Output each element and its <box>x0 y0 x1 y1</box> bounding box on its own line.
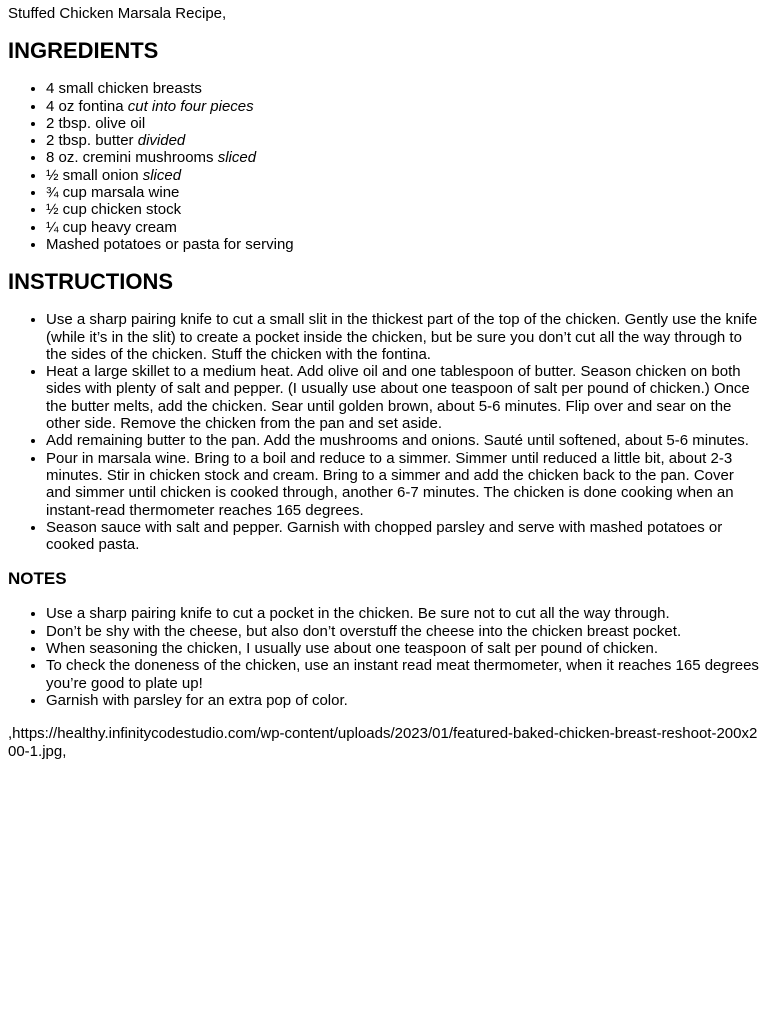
instruction-step: • Pour in marsala wine. Bring to a boil and reduce to a simmer. Simmer until reduced a little bit, about 2-3 minutes. Stir in chicken stock and cream. Bring to a simmer and add the chicken back to the pan. Cover and simmer until chicken is cooked through, another 6-7 minutes. The chicken is done cooking when an instant-read thermometer reaches 165 degrees. <box>46 450 760 519</box>
ingredient-item: • 4 oz fontina cut into four pieces <box>46 98 760 115</box>
note-item: • Use a sharp pairing knife to cut a pocket in the chicken. Be sure not to cut all the way through. <box>46 605 760 622</box>
recipe-intro: Stuffed Chicken Marsala Recipe, <box>8 5 227 22</box>
ingredient-item: • 4 small chicken breasts <box>46 80 760 97</box>
ingredient-item: • ½ small onion sliced <box>46 167 760 184</box>
image-url-text: ,https://healthy.infinitycodestudio.com/wp-content/uploads/2023/01/featured-baked-chicken-breast-reshoot-200x200-1.jpg, <box>8 725 758 760</box>
note-item: • When seasoning the chicken, I usually use about one teaspoon of salt per pound of chicken. <box>46 640 760 657</box>
instruction-step: • Heat a large skillet to a medium heat. Add olive oil and one tablespoon of butter. Season chicken on both sides with plenty of salt and pepper. (I usually use about one teaspoon of salt per pound of chicken.) Once the butter melts, add the chicken. Sear until golden brown, about 5-6 minutes. Flip over and sear on the other side. Remove the chicken from the pan and set aside. <box>46 363 760 432</box>
notes-heading: NOTES <box>8 569 67 589</box>
ingredient-item: • ½ cup chicken stock <box>46 201 760 218</box>
instruction-step: • Season sauce with salt and pepper. Garnish with chopped parsley and serve with mashed potatoes or cooked pasta. <box>46 519 760 554</box>
ingredient-item: • 2 tbsp. olive oil <box>46 115 760 132</box>
note-item: • Don’t be shy with the cheese, but also don’t overstuff the cheese into the chicken breast pocket. <box>46 623 760 640</box>
ingredient-item: • Mashed potatoes or pasta for serving <box>46 236 760 253</box>
ingredients-list <box>8 80 760 253</box>
note-item: • To check the doneness of the chicken, use an instant read meat thermometer, when it reaches 165 degrees you’re good to plate up! <box>46 657 760 692</box>
ingredient-item: • 2 tbsp. butter divided <box>46 132 760 149</box>
ingredient-item: • ¾ cup marsala wine <box>46 184 760 201</box>
instructions-heading: INSTRUCTIONS <box>8 269 173 295</box>
notes-list <box>8 605 760 709</box>
instruction-step: • Use a sharp pairing knife to cut a small slit in the thickest part of the top of the chicken. Gently use the knife (while it’s in the slit) to create a pocket inside the chicken, but be sure you don’t cut all the way through to the sides of the chicken. Stuff the chicken with the fontina. <box>46 311 760 363</box>
ingredient-item: • 8 oz. cremini mushrooms sliced <box>46 149 760 166</box>
ingredient-item: • ¼ cup heavy cream <box>46 219 760 236</box>
ingredients-heading: INGREDIENTS <box>8 38 159 64</box>
instructions-list <box>8 311 760 553</box>
instruction-step: • Add remaining butter to the pan. Add the mushrooms and onions. Sauté until softened, about 5-6 minutes. <box>46 432 760 449</box>
note-item: • Garnish with parsley for an extra pop of color. <box>46 692 760 709</box>
